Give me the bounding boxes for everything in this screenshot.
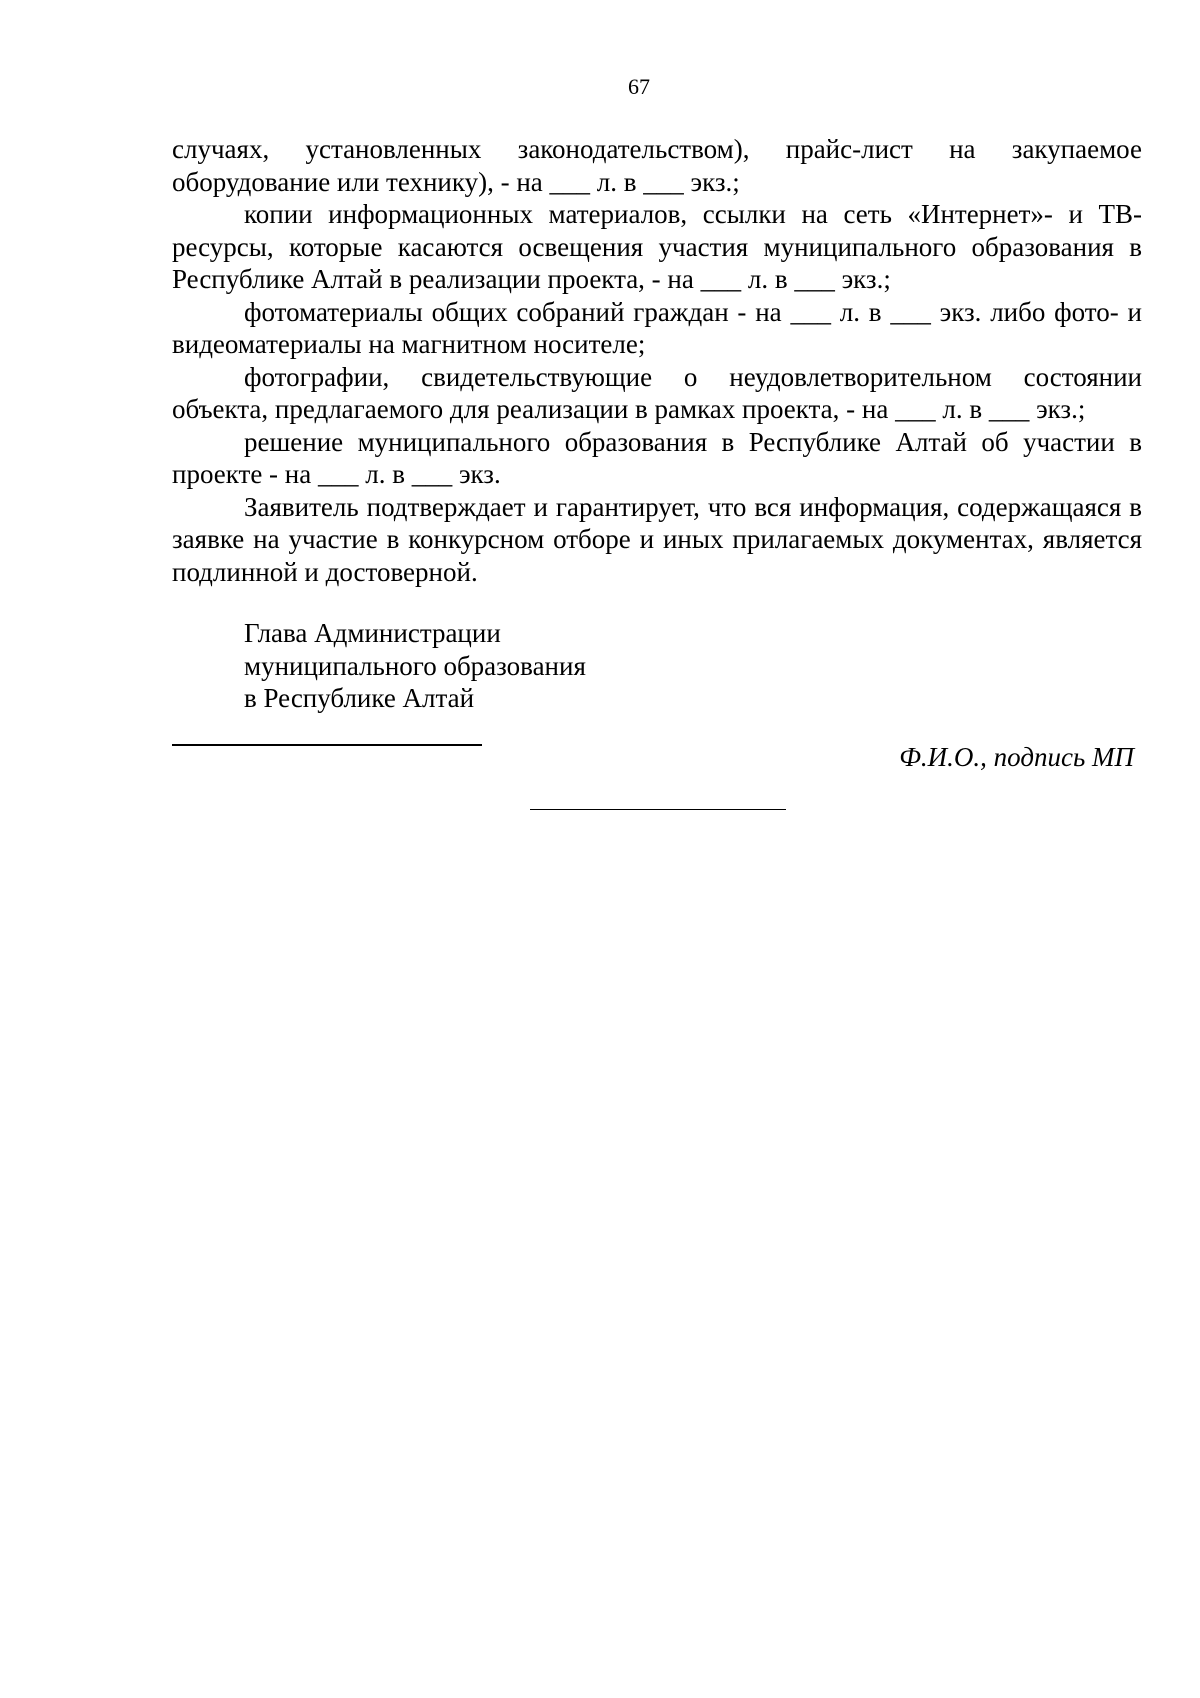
signatory-line-2: муниципального образования xyxy=(244,650,586,681)
signature-line xyxy=(172,744,482,746)
paragraph-applicant-guarantee: Заявитель подтверждает и гарантирует, что вся информация, содержащаяся в заявке на участие в конкурсном отборе и иных прилагаемых документах, является подлинной и достоверной. xyxy=(172,491,1142,587)
signatory-title xyxy=(244,617,586,715)
signatory-line-1: Глава Администрации xyxy=(244,618,501,648)
signatory-line-3: в Республике Алтай xyxy=(244,683,475,713)
page-number: 67 xyxy=(628,74,650,99)
paragraph-municipal-decision: решение муниципального образования в Республике Алтай об участии в проекте - на ___ л. в ___ экз. xyxy=(172,426,1142,489)
paragraph-price-list: случаях, установленных законодательством), прайс-лист на закупаемое оборудование или технику), - на ___ л. в ___ экз.; xyxy=(172,134,1142,197)
signature-caption: Ф.И.О., подпись МП xyxy=(899,742,1134,772)
paragraph-meeting-photos: фотоматериалы общих собраний граждан - на ___ л. в ___ экз. либо фото- и видеоматериалы на магнитном носителе; xyxy=(172,296,1142,359)
paragraph-media-materials: копии информационных материалов, ссылки на сеть «Интернет»- и ТВ-ресурсы, которые касаются освещения участия муниципального образования в Республике Алтай в реализации проекта, - на ___ л. в ___ экз.; xyxy=(172,199,1142,294)
document-body xyxy=(172,133,1142,588)
end-divider xyxy=(530,809,786,810)
paragraph-object-photos: фотографии, свидетельствующие о неудовлетворительном состоянии объекта, предлагаемого для реализации в рамках проекта, - на ___ л. в ___ экз.; xyxy=(172,361,1142,424)
